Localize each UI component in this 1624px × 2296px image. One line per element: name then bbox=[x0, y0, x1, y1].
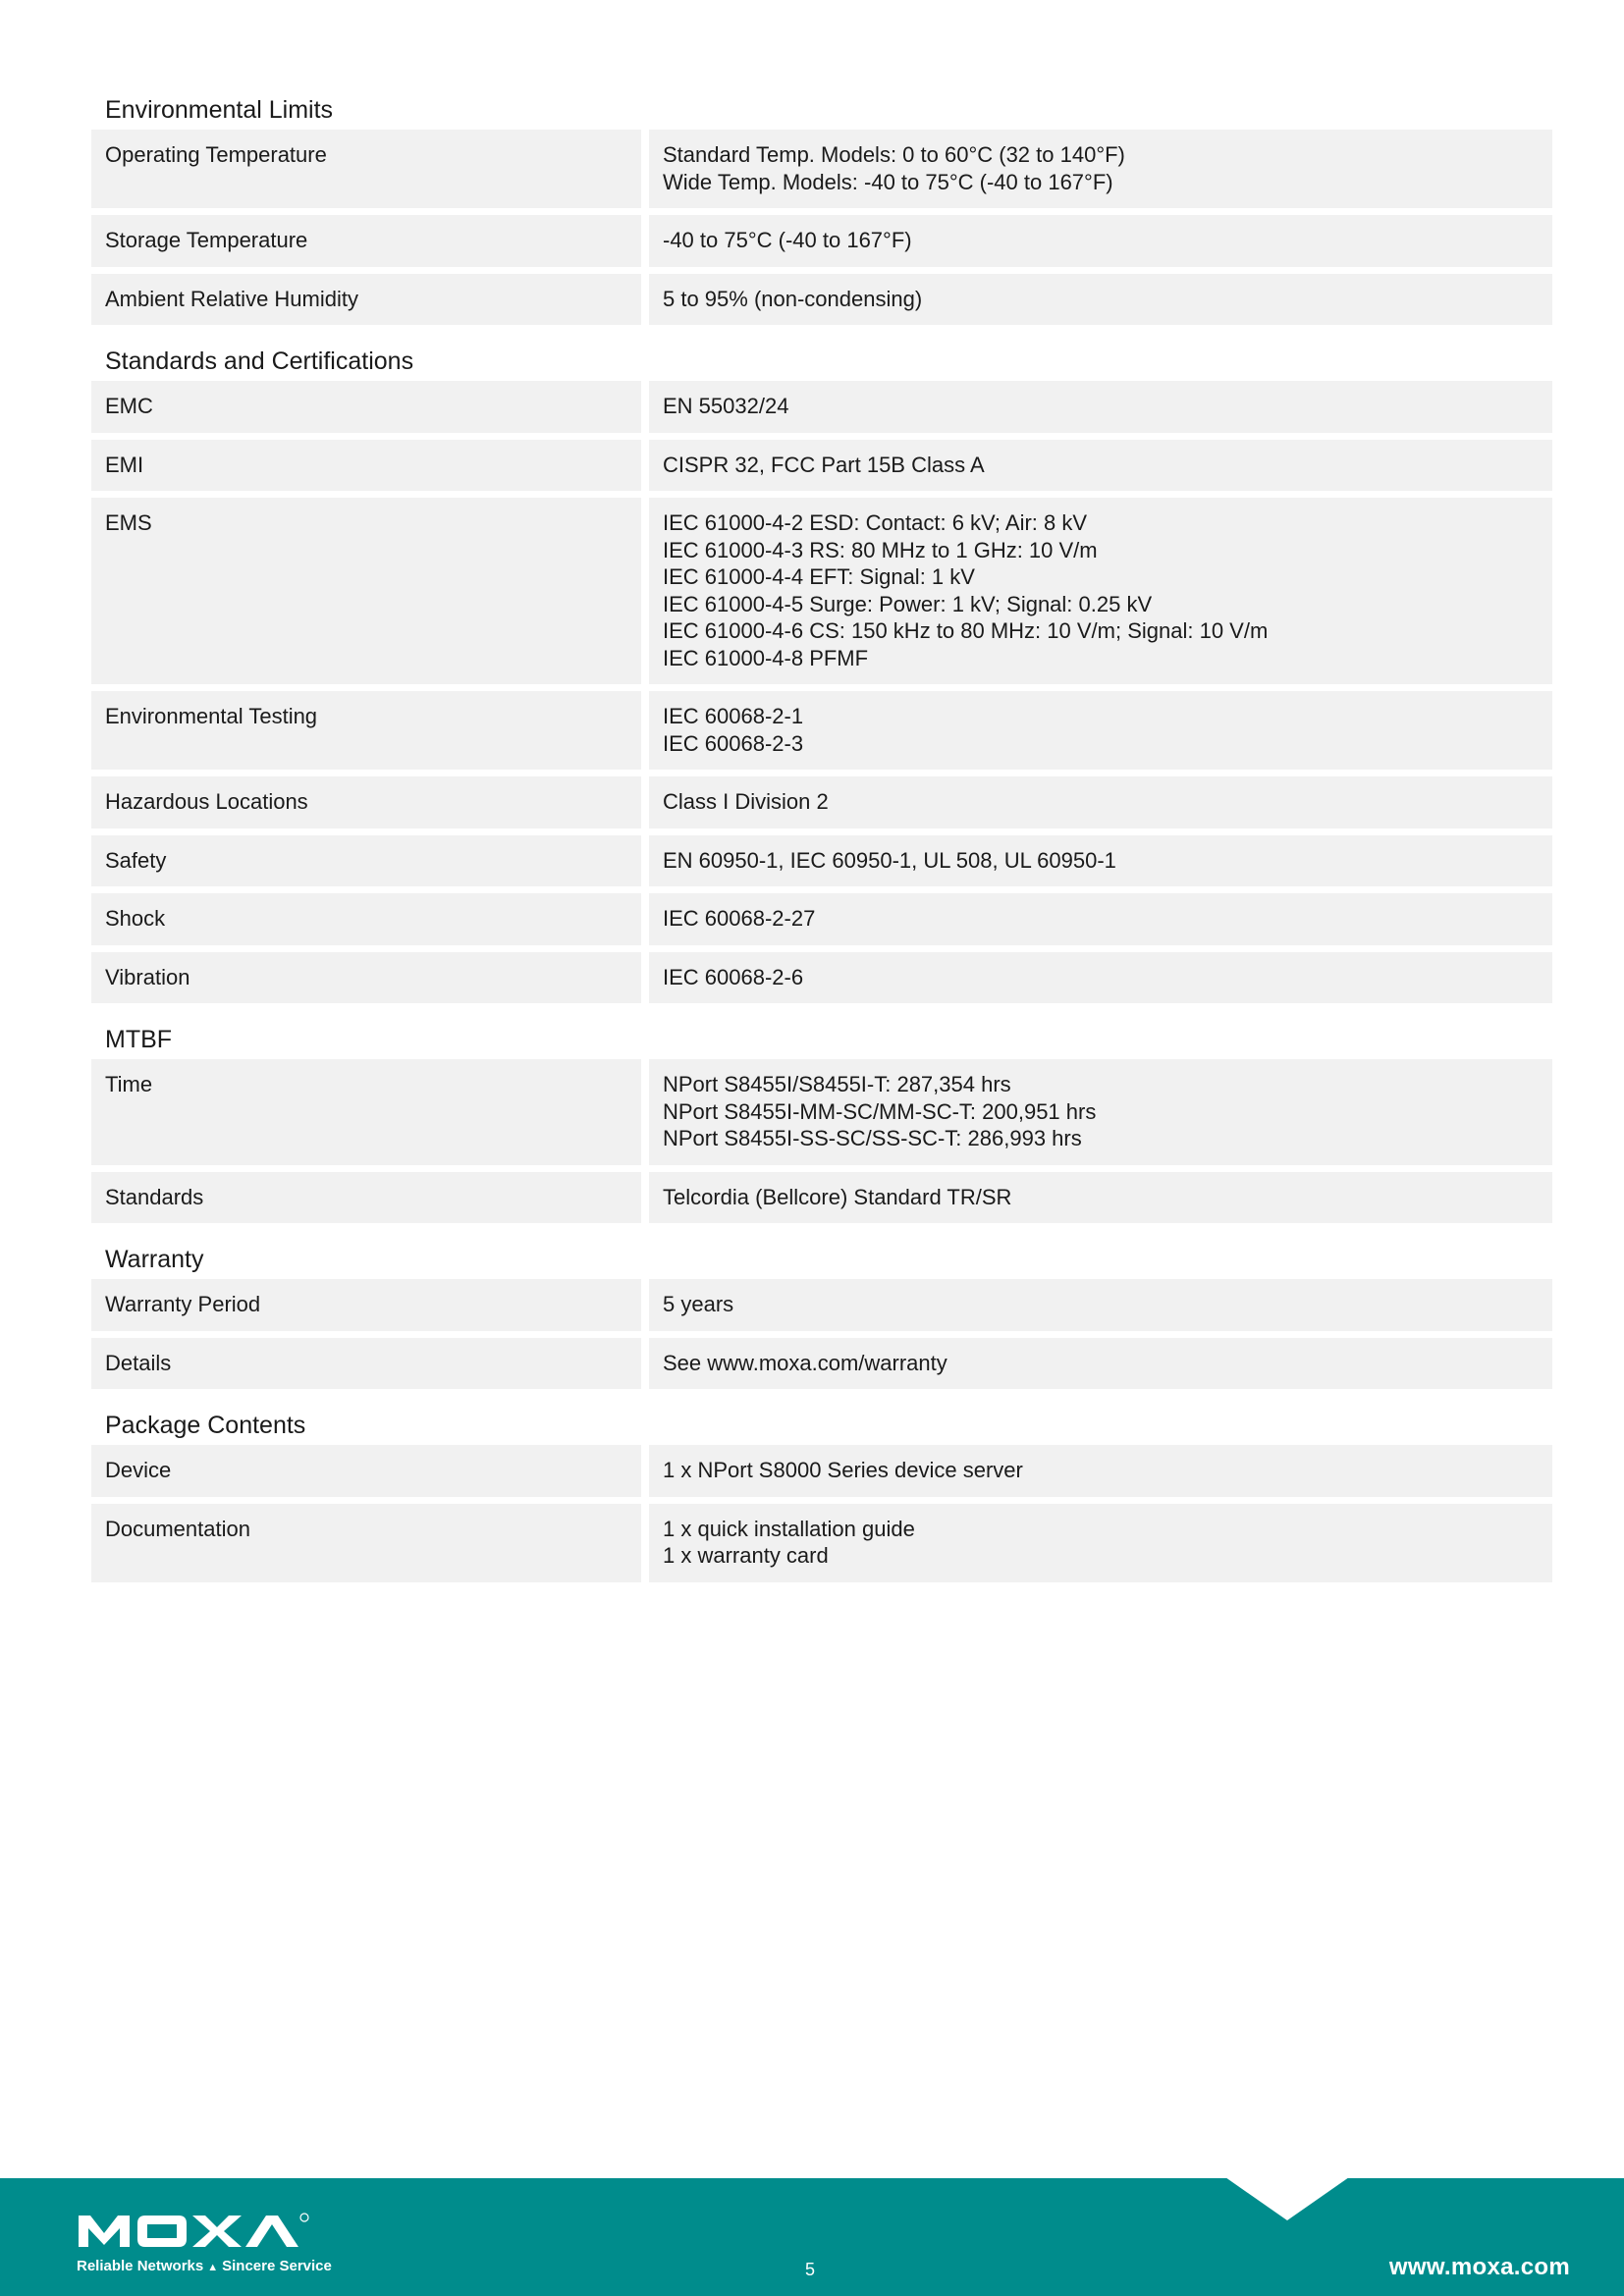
footer-notch bbox=[1225, 2177, 1349, 2220]
spec-row-emc bbox=[91, 381, 1552, 433]
spec-row-ambient-relative-humidity bbox=[91, 274, 1552, 326]
spec-value bbox=[649, 835, 1552, 887]
spec-label: Time bbox=[91, 1059, 641, 1165]
spec-label: Vibration bbox=[91, 952, 641, 1004]
spec-label: Warranty Period bbox=[91, 1279, 641, 1331]
spec-row-shock bbox=[91, 893, 1552, 945]
spec-label: Ambient Relative Humidity bbox=[91, 274, 641, 326]
spec-value-line: 5 to 95% (non-condensing) bbox=[663, 286, 923, 311]
spec-label: Documentation bbox=[91, 1504, 641, 1582]
spec-value bbox=[649, 1445, 1552, 1497]
spec-value-line: EN 60950-1, IEC 60950-1, UL 508, UL 60950-1 bbox=[663, 847, 1116, 873]
spec-value-line: Wide Temp. Models: -40 to 75°C (-40 to 167°F) bbox=[663, 169, 1113, 194]
spec-row-warranty-period bbox=[91, 1279, 1552, 1331]
spec-value bbox=[649, 776, 1552, 828]
spec-row-environmental-testing bbox=[91, 691, 1552, 770]
section-title-package-contents: Package Contents bbox=[105, 1412, 306, 1439]
spec-value bbox=[649, 1504, 1552, 1582]
spec-row-storage-temperature bbox=[91, 215, 1552, 267]
spec-row-ems bbox=[91, 498, 1552, 684]
spec-value bbox=[649, 215, 1552, 267]
spec-value-line: 1 x warranty card bbox=[663, 1543, 829, 1568]
footer-tagline bbox=[77, 2258, 332, 2274]
spec-value-line: 1 x NPort S8000 Series device server bbox=[663, 1458, 1023, 1482]
spec-value-line: EN 55032/24 bbox=[663, 394, 789, 418]
spec-value bbox=[649, 691, 1552, 770]
spec-label: Details bbox=[91, 1338, 641, 1390]
moxa-logo-mark bbox=[77, 2212, 347, 2249]
spec-value-line: Standard Temp. Models: 0 to 60°C (32 to 140°F) bbox=[663, 142, 1125, 167]
spec-value-line: NPort S8455I/S8455I-T: 287,354 hrs bbox=[663, 1072, 1011, 1096]
spec-value-line: IEC 61000-4-4 EFT: Signal: 1 kV bbox=[663, 564, 975, 589]
spec-value bbox=[649, 893, 1552, 945]
spec-value-line: CISPR 32, FCC Part 15B Class A bbox=[663, 452, 985, 477]
spec-value-line: IEC 60068-2-1 bbox=[663, 704, 804, 728]
spec-value bbox=[649, 130, 1552, 208]
spec-label: EMC bbox=[91, 381, 641, 433]
spec-value bbox=[649, 381, 1552, 433]
spec-value-line: IEC 61000-4-8 PFMF bbox=[663, 645, 869, 670]
tagline-right: Sincere Service bbox=[222, 2258, 332, 2274]
page-footer bbox=[0, 2178, 1624, 2296]
spec-row-time bbox=[91, 1059, 1552, 1165]
spec-label: Standards bbox=[91, 1172, 641, 1224]
spec-row-documentation bbox=[91, 1504, 1552, 1582]
spec-value bbox=[649, 1172, 1552, 1224]
spec-value bbox=[649, 274, 1552, 326]
spec-value-line: IEC 61000-4-2 ESD: Contact: 6 kV; Air: 8 kV bbox=[663, 510, 1088, 535]
spec-value-line: NPort S8455I-MM-SC/MM-SC-T: 200,951 hrs bbox=[663, 1098, 1097, 1124]
spec-value-line: Telcordia (Bellcore) Standard TR/SR bbox=[663, 1184, 1012, 1209]
section-title-warranty: Warranty bbox=[105, 1246, 204, 1273]
page-number: 5 bbox=[805, 2260, 816, 2279]
spec-value-line: -40 to 75°C (-40 to 167°F) bbox=[663, 228, 912, 252]
spec-value-line: IEC 61000-4-3 RS: 80 MHz to 1 GHz: 10 V/m bbox=[663, 537, 1098, 562]
spec-label: Environmental Testing bbox=[91, 691, 641, 770]
section-title-environmental-limits: Environmental Limits bbox=[105, 96, 334, 124]
spec-value bbox=[649, 1059, 1552, 1165]
spec-value-line: 5 years bbox=[663, 1292, 734, 1316]
spec-value-line: IEC 60068-2-3 bbox=[663, 730, 804, 756]
spec-row-details bbox=[91, 1338, 1552, 1390]
spec-value-line: 1 x quick installation guide bbox=[663, 1516, 915, 1541]
spec-row-emi bbox=[91, 440, 1552, 492]
spec-label: Safety bbox=[91, 835, 641, 887]
spec-row-operating-temperature bbox=[91, 130, 1552, 208]
spec-label: Storage Temperature bbox=[91, 215, 641, 267]
spec-label: Hazardous Locations bbox=[91, 776, 641, 828]
website-link[interactable]: www.moxa.com bbox=[1388, 2254, 1570, 2280]
spec-label: EMI bbox=[91, 440, 641, 492]
spec-content bbox=[91, 0, 1552, 1589]
tagline-left: Reliable Networks bbox=[77, 2258, 204, 2274]
spec-value bbox=[649, 1338, 1552, 1390]
spec-value-line: IEC 60068-2-27 bbox=[663, 906, 816, 931]
spec-label: Operating Temperature bbox=[91, 130, 641, 208]
spec-value-line: See www.moxa.com/warranty bbox=[663, 1350, 947, 1375]
spec-value-line: NPort S8455I-SS-SC/SS-SC-T: 286,993 hrs bbox=[663, 1126, 1082, 1150]
spec-label: Device bbox=[91, 1445, 641, 1497]
section-title-standards-and-certifications: Standards and Certifications bbox=[105, 347, 414, 375]
spec-row-device bbox=[91, 1445, 1552, 1497]
tagline-separator-icon: ▲ bbox=[207, 2262, 219, 2273]
spec-value-line: IEC 61000-4-6 CS: 150 kHz to 80 MHz: 10 V/m; Signal: 10 V/m bbox=[663, 618, 1269, 643]
spec-label: Shock bbox=[91, 893, 641, 945]
spec-value-line: IEC 61000-4-5 Surge: Power: 1 kV; Signal: 0.25 kV bbox=[663, 591, 1153, 616]
spec-row-hazardous-locations bbox=[91, 776, 1552, 828]
spec-value bbox=[649, 1279, 1552, 1331]
spec-row-safety bbox=[91, 835, 1552, 887]
spec-value bbox=[649, 498, 1552, 684]
spec-label: EMS bbox=[91, 498, 641, 684]
spec-row-standards bbox=[91, 1172, 1552, 1224]
moxa-logo bbox=[77, 2212, 347, 2249]
section-title-mtbf: MTBF bbox=[105, 1026, 173, 1053]
spec-value bbox=[649, 440, 1552, 492]
spec-value-line: Class I Division 2 bbox=[663, 789, 829, 814]
spec-value bbox=[649, 952, 1552, 1004]
spec-row-vibration bbox=[91, 952, 1552, 1004]
spec-value-line: IEC 60068-2-6 bbox=[663, 964, 804, 989]
